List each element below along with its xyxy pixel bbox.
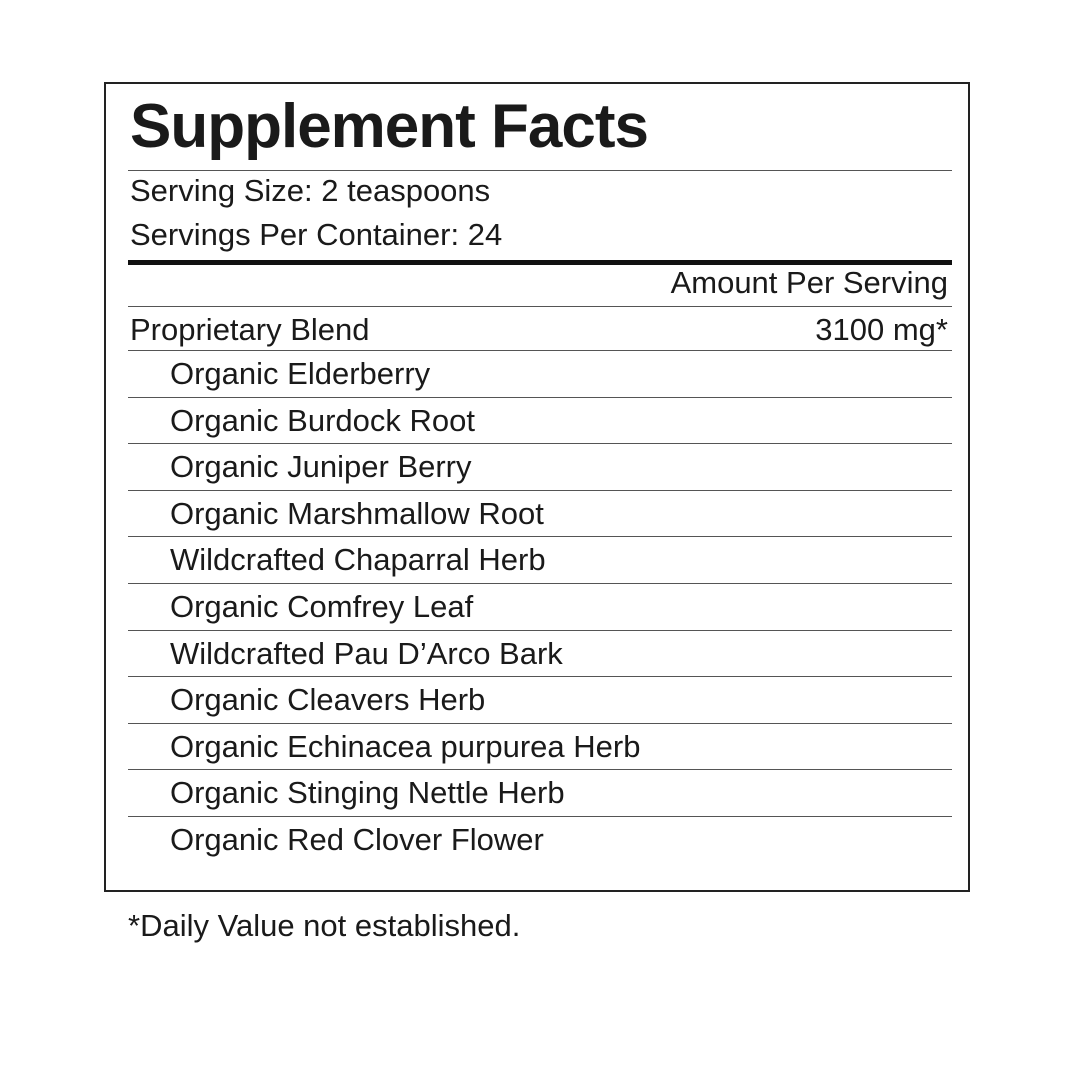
list-item [128, 536, 952, 583]
list-item [128, 443, 952, 490]
ingredient-name: Organic Cleavers Herb [170, 682, 486, 718]
daily-value-footnote: *Daily Value not established. [128, 908, 521, 943]
panel-title: Supplement Facts [130, 92, 648, 161]
servings-per-container: Servings Per Container: 24 [130, 217, 503, 252]
amount-per-serving-header: Amount Per Serving [670, 265, 948, 300]
list-item [128, 723, 952, 770]
list-item [128, 769, 952, 816]
divider [128, 306, 952, 307]
ingredient-list [128, 350, 952, 863]
ingredient-name: Organic Stinging Nettle Herb [170, 775, 565, 811]
proprietary-blend-amount: 3100 mg* [815, 312, 948, 347]
divider [128, 170, 952, 171]
ingredient-name: Organic Burdock Root [170, 402, 475, 438]
proprietary-blend-label: Proprietary Blend [130, 312, 370, 347]
serving-size: Serving Size: 2 teaspoons [130, 173, 491, 208]
ingredient-name: Organic Marshmallow Root [170, 495, 544, 531]
list-item [128, 676, 952, 723]
ingredient-name: Organic Elderberry [170, 356, 431, 391]
supplement-facts-panel [104, 82, 970, 892]
ingredient-name: Wildcrafted Pau D’Arco Bark [170, 635, 563, 671]
ingredient-name: Organic Red Clover Flower [170, 821, 544, 857]
ingredient-name: Wildcrafted Chaparral Herb [170, 542, 546, 578]
list-item [128, 816, 952, 863]
list-item [128, 583, 952, 630]
list-item [128, 397, 952, 444]
ingredient-name: Organic Comfrey Leaf [170, 588, 474, 624]
list-item [128, 350, 952, 397]
list-item [128, 630, 952, 677]
ingredient-name: Organic Echinacea purpurea Herb [170, 728, 641, 764]
list-item [128, 490, 952, 537]
ingredient-name: Organic Juniper Berry [170, 449, 472, 485]
